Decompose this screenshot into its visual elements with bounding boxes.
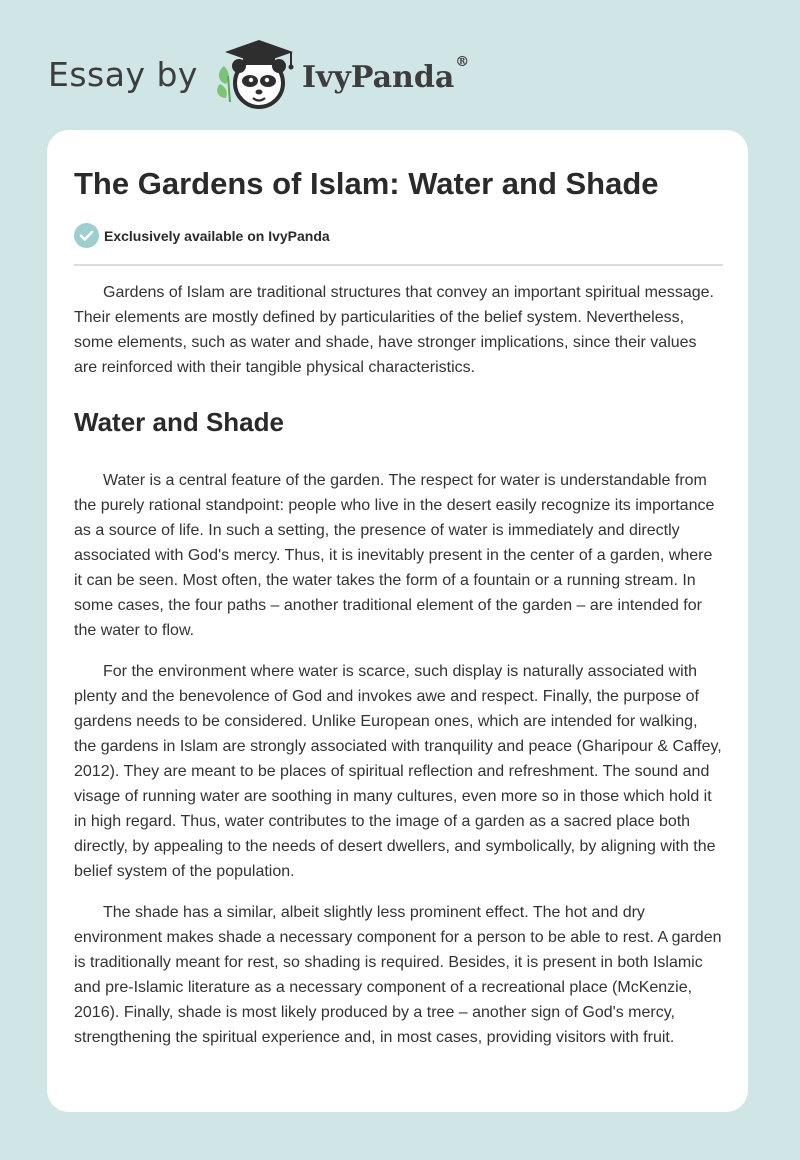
- brand-name: IvyPanda®: [301, 53, 470, 95]
- site-header-logo[interactable]: [48, 34, 469, 114]
- panda-graduate-icon: [212, 36, 298, 112]
- registered-mark: ®: [455, 53, 470, 70]
- body-paragraph: For the environment where water is scarce, such display is naturally associated with plenty and the benevolence of God and invokes awe and respect. Finally, the purpose of gardens needs to be considered. Unlike European ones, which are intended for walking, the gardens in Islam are strongly associated with tranquility and peace (Gharipour & Caffey, 2012). They are meant to be places of spiritual reflection and refreshment. The sound and visage of running water are soothing in many cultures, even more so in those which hold it in high regard. Thus, water contributes to the image of a garden as a sacred place both directly, by appealing to the needs of desert dwellers, and symbolically, by aligning with the belief system of the population.: [74, 663, 722, 880]
- essay-card: [47, 130, 748, 1112]
- essay-by-label: Essay by: [48, 54, 198, 94]
- essay-body: [74, 280, 723, 1050]
- essay-title: The Gardens of Islam: Water and Shade: [74, 166, 659, 201]
- exclusive-badge: [74, 223, 723, 266]
- check-circle-icon: [74, 223, 99, 248]
- section-heading: Water and Shade: [74, 407, 284, 437]
- exclusive-badge-text: Exclusively available on IvyPanda: [104, 227, 330, 244]
- body-paragraph: Water is a central feature of the garden. The respect for water is understandable from the purely rational standpoint: people who live in the desert easily recognize its importance as a source of life. In such a setting, the presence of water is immediately and directly associated with God's mercy. Thus, it is inevitably present in the center of a garden, where it can be seen. Most often, the water takes the form of a fountain or a running stream. In some cases, the four paths – another traditional element of the garden – are intended for the water to flow.: [74, 472, 715, 639]
- intro-paragraph: Gardens of Islam are traditional structures that convey an important spiritual message. Their elements are mostly defined by particularities of the belief system. Nevertheless, some elements, such as water and shade, have stronger implications, since their values are reinforced with their tangible physical characteristics.: [74, 284, 714, 376]
- body-paragraph: The shade has a similar, albeit slightly less prominent effect. The hot and dry environment makes shade a necessary component for a person to be able to rest. A garden is traditionally meant for rest, so shading is required. Besides, it is present in both Islamic and pre-Islamic literature as a necessary component of a recreational place (McKenzie, 2016). Finally, shade is most likely produced by a tree – another sign of God's mercy, strengthening the spiritual experience and, in most cases, providing visitors with fruit.: [74, 904, 722, 1046]
